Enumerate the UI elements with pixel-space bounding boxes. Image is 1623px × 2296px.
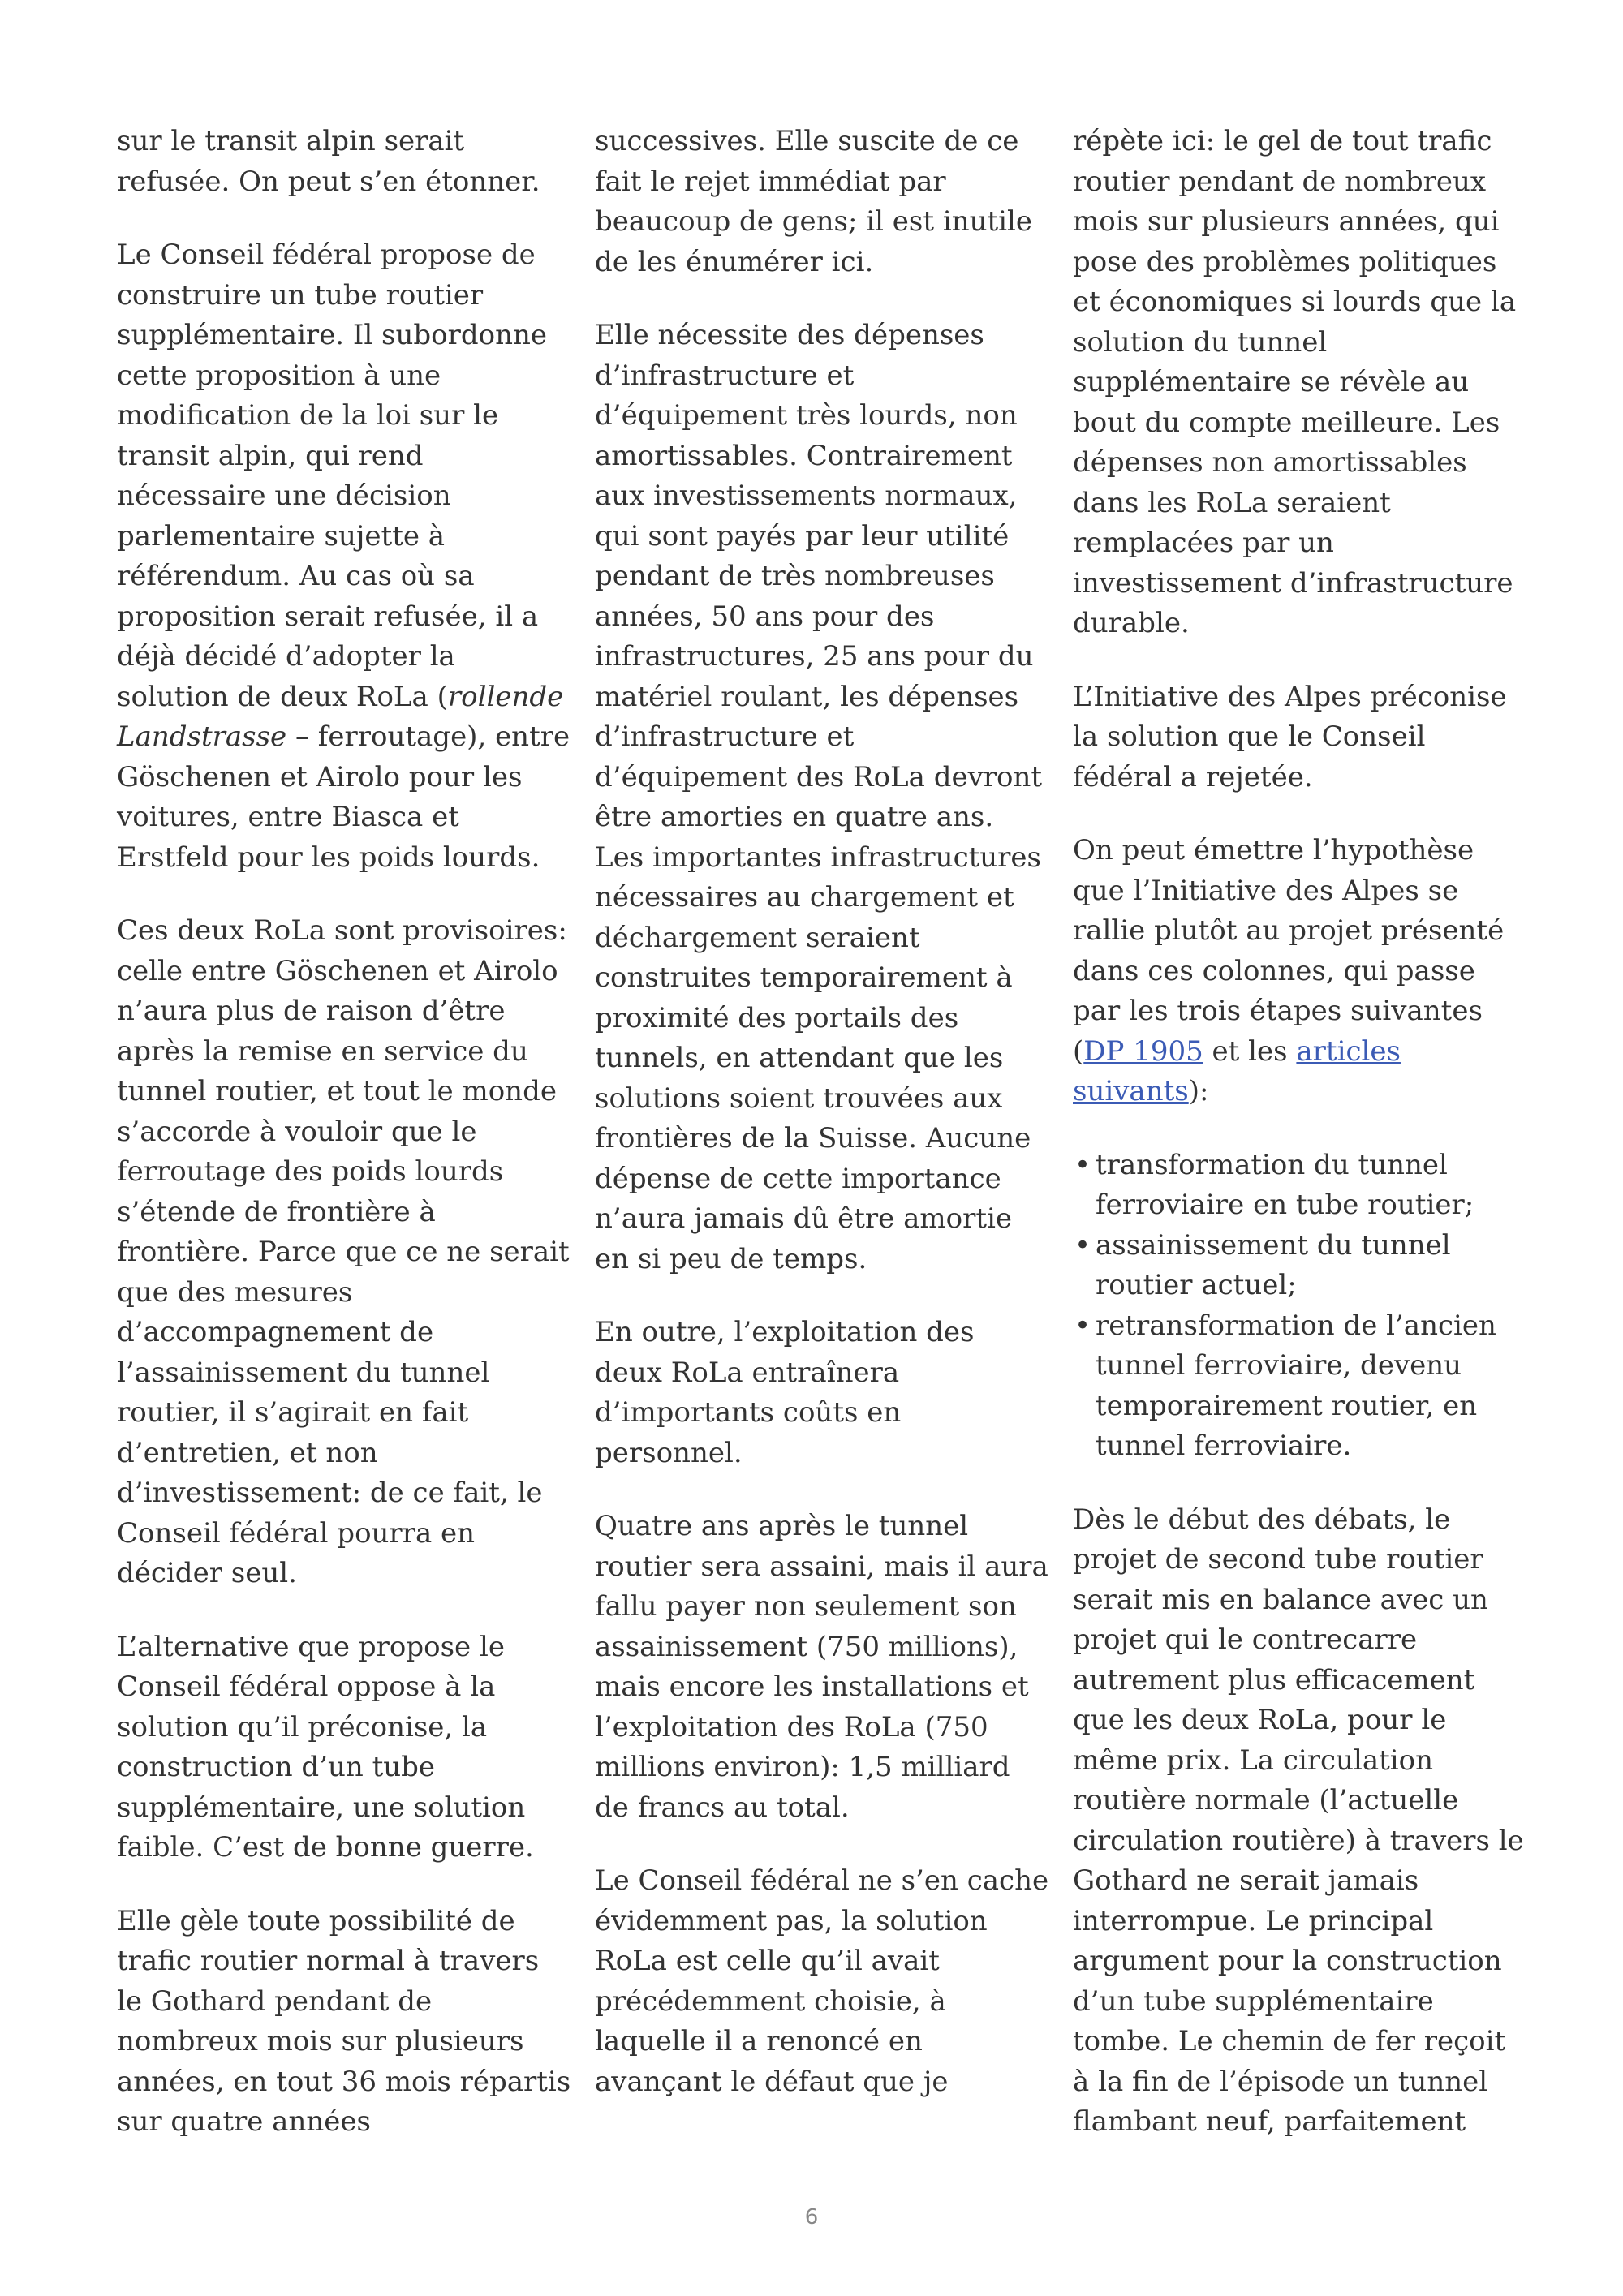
list-item: • assainissement du tunnel routier actuel; [1073,1226,1527,1306]
link-dp-1905[interactable]: DP 1905 [1083,1034,1203,1068]
paragraph [117,235,571,878]
paragraph-text: ): [1188,1075,1209,1107]
paragraph: Elle gèle toute possibilité de trafic routier normal à travers le Gothard pendant de nombreux mois sur plusieurs années, en tout 36 mois répartis sur quatre années [117,1904,571,2138]
paragraph [1073,831,1527,1112]
paragraph: En outre, l’exploitation des deux RoLa entraînera d’importants coûts en personnel. [595,1316,975,1469]
list-item: • transformation du tunnel ferroviaire en tube routier; [1073,1146,1527,1226]
column-1 [117,122,571,2143]
paragraph: sur le transit alpin serait refusée. On peut s’en étonner. [117,125,540,198]
paragraph: Le Conseil fédéral ne s’en cache évidemment pas, la solution RoLa est celle qu’il avait précédemment choisie, à laquelle il a renoncé en avançant le défaut que je [595,1864,1049,2098]
link-articles-suivants[interactable]: articles suivants [1073,1034,1401,1107]
emphasis-text: rollende Landstrasse [117,680,564,753]
paragraph: Dès le début des débats, le projet de second tube routier serait mis en balance avec un projet qui le contrecarre autrement plus efficacement que les deux RoLa, pour le même prix. La circulation routière normale (l’actuelle circulation routière) à travers le Gothard ne serait jamais interrompue. Le principal argument pour la construction d’un tube supplémentaire tombe. Le chemin de fer reçoit à la fin de l’épisode un tunnel flambant neuf, parfaitement [1073,1503,1524,2138]
column-2 [595,122,1049,2102]
list-item: • retransformation de l’ancien tunnel ferroviaire, devenu temporairement routier, en tunnel ferroviaire. [1073,1306,1527,1467]
paragraph-text: – ferroutage), entre Göschenen et Airolo pour les voitures, entre Biasca et Erstfeld pour les poids lourds. [117,720,570,874]
paragraph: successives. Elle suscite de ce fait le rejet immédiat par beaucoup de gens; il est inutile de les énumérer ici. [595,125,1033,278]
paragraph: répète ici: le gel de tout trafic routier pendant de nombreux mois sur plusieurs années, qui pose des problèmes politiques et économiques si lourds que la solution du tunnel supplémentaire se révèle au bout du compte meilleure. Les dépenses non amortissables dans les RoLa seraient remplacées par un investissement d’infrastructure durable. [1073,125,1517,639]
paragraph-text: On peut émettre l’hypothèse que l’Initiative des Alpes se rallie plutôt au projet présenté dans ces colonnes, qui passe par les trois étapes suivantes ( [1073,834,1505,1068]
paragraph-text: et les [1203,1034,1297,1068]
paragraph: Ces deux RoLa sont provisoires: celle entre Göschenen et Airolo n’aura plus de raison d’être après la remise en service du tunnel routier, et tout le monde s’accorde à vouloir que le ferroutage des poids lourds s’étende de frontière à frontière. Parce que ce ne serait que des mesures d’accompagnement de l’assainissement du tunnel routier, il s’agirait en fait d’entretien, et non d’investissement: de ce fait, le Conseil fédéral pourra en décider seul. [117,914,570,1589]
paragraph: L’Initiative des Alpes préconise la solution que le Conseil fédéral a rejetée. [1073,680,1507,793]
bullet-list [1073,1146,1527,1467]
paragraph-text: Le Conseil fédéral propose de construire un tube routier supplémentaire. Il subordonne cette proposition à une modification de la loi sur le transit alpin, qui rend nécessaire une décision parlementaire sujette à référendum. Au cas où sa proposition serait refusée, il a déjà décidé d’adopter la solution de deux RoLa ( [117,239,548,713]
paragraph: L’alternative que propose le Conseil fédéral oppose à la solution qu’il préconise, la construction d’un tube supplémentaire, une solution faible. C’est de bonne guerre. [117,1630,534,1864]
page-number: 6 [804,2205,819,2229]
column-3 [1073,122,1527,2143]
paragraph: Quatre ans après le tunnel routier sera assaini, mais il aura fallu payer non seulement son assainissement (750 millions), mais encore les installations et l’exploitation des RoLa (750 millions environ): 1,5 milliard de francs au total. [595,1510,1048,1824]
paragraph: Elle nécessite des dépenses d’infrastructure et d’équipement très lourds, non amortissables. Contrairement aux investissements normaux, qui sont payés par leur utilité pendant de très nombreuses années, 50 ans pour des infrastructures, 25 ans pour du matériel roulant, les dépenses d’infrastructure et d’équipement des RoLa devront être amorties en quatre ans. Les importantes infrastructures nécessaires au chargement et déchargement seraient construites temporairement à proximité des portails des tunnels, en attendant que les solutions soient trouvées aux frontières de la Suisse. Aucune dépense de cette importance n’aura jamais dû être amortie en si peu de temps. [595,319,1043,1275]
